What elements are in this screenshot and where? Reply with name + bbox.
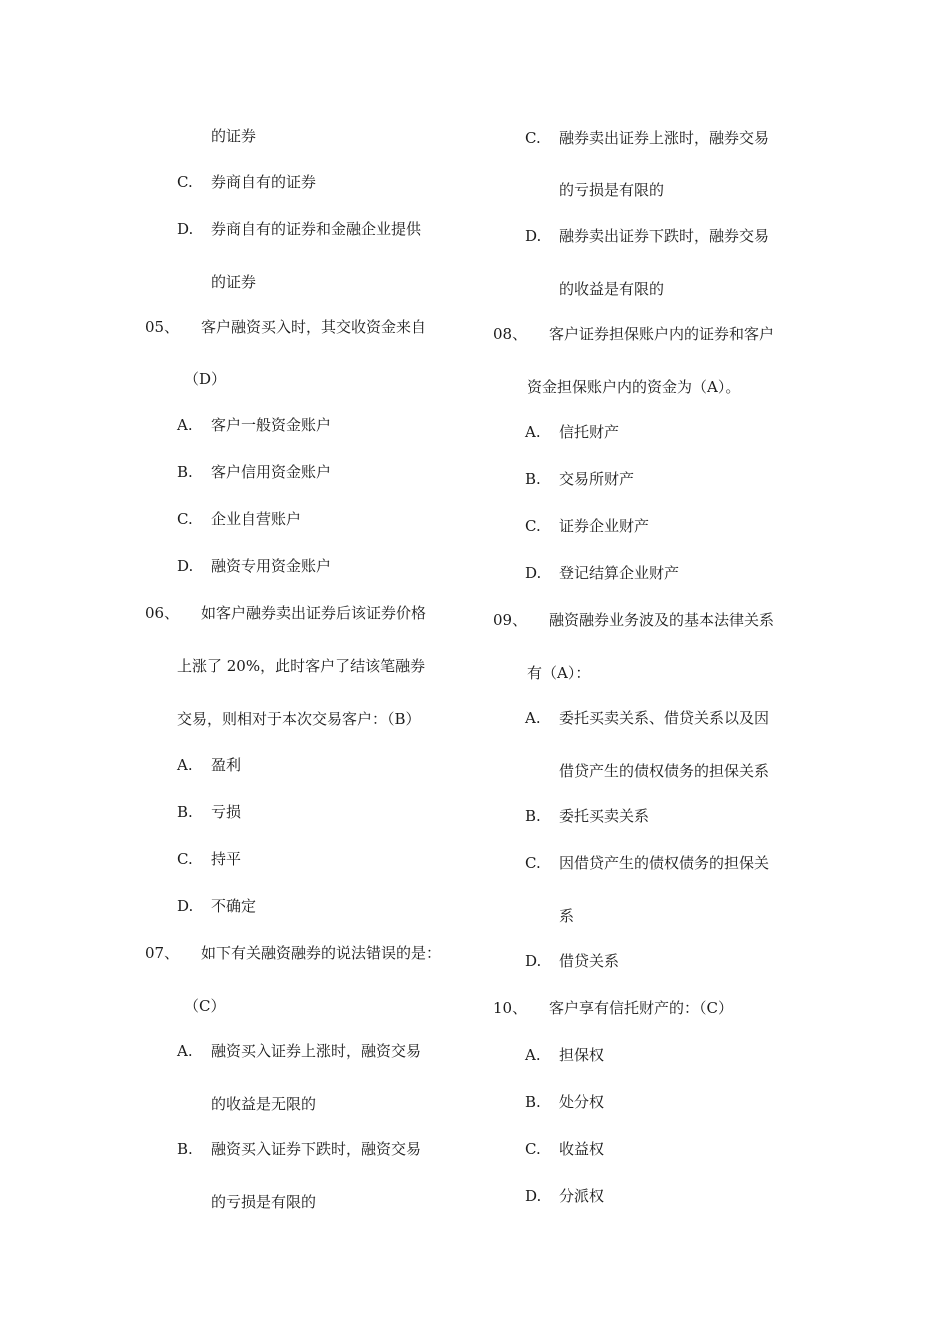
option-text: 企业自营账户	[211, 510, 302, 528]
option-text: 不确定	[211, 897, 257, 915]
question-number: 05、	[145, 318, 180, 336]
option-letter: A.	[525, 1046, 541, 1064]
q04-option-text: 券商自有的证券	[211, 173, 317, 191]
option-text: 融券卖出证券上涨时，融券交易	[559, 129, 770, 147]
option-text: 亏损	[211, 803, 242, 821]
option-text: 系	[559, 907, 575, 925]
option-letter: D.	[525, 1187, 542, 1205]
option-letter: C.	[525, 854, 541, 872]
option-letter: B.	[177, 1140, 193, 1158]
option-letter: A.	[525, 423, 541, 441]
question-answer: （D）	[184, 370, 227, 388]
question-text: 融资融券业务波及的基本法律关系	[549, 611, 775, 629]
option-letter: C.	[177, 850, 193, 868]
q04-option-letter: C.	[177, 173, 193, 191]
option-letter: C.	[525, 1140, 541, 1158]
q04-option-text: 的证券	[211, 273, 257, 291]
option-letter: C.	[525, 129, 541, 147]
option-letter: A.	[177, 416, 193, 434]
option-letter: B.	[177, 463, 193, 481]
option-letter: B.	[525, 807, 541, 825]
option-text: 借贷关系	[559, 952, 620, 970]
question-text: 有（A）：	[527, 664, 591, 682]
question-answer: （C）	[184, 997, 226, 1015]
q04-option-letter: D.	[177, 220, 194, 238]
question-text: 客户享有信托财产的：（C）	[549, 999, 733, 1017]
option-text: 融资专用资金账户	[211, 557, 332, 575]
q04-option-text: 券商自有的证券和金融企业提供	[211, 220, 422, 238]
option-letter: C.	[177, 510, 193, 528]
question-text: 客户证券担保账户内的证券和客户	[549, 325, 775, 343]
question-text: 资金担保账户内的资金为（A）。	[527, 378, 741, 396]
option-text: 借贷产生的债权债务的担保关系	[559, 762, 770, 780]
option-text: 证券企业财产	[559, 517, 650, 535]
option-text: 的收益是有限的	[559, 280, 665, 298]
option-text: 处分权	[559, 1093, 605, 1111]
option-text: 收益权	[559, 1140, 605, 1158]
question-text: 如下有关融资融券的说法错误的是：	[201, 944, 442, 962]
question-number: 08、	[493, 325, 528, 343]
option-text: 担保权	[559, 1046, 605, 1064]
option-text: 客户信用资金账户	[211, 463, 332, 481]
option-text: 交易所财产	[559, 470, 635, 488]
option-letter: D.	[525, 564, 542, 582]
option-text: 融券卖出证券下跌时，融券交易	[559, 227, 770, 245]
question-text: 上涨了 20%，此时客户了结该笔融券	[177, 657, 426, 675]
option-letter: D.	[525, 952, 542, 970]
option-letter: A.	[525, 709, 541, 727]
option-letter: A.	[177, 756, 193, 774]
option-text: 的亏损是有限的	[211, 1193, 317, 1211]
option-letter: B.	[525, 1093, 541, 1111]
question-text: 交易，则相对于本次交易客户：（B）	[177, 710, 421, 728]
question-number: 10、	[493, 999, 528, 1017]
option-letter: C.	[525, 517, 541, 535]
option-text: 因借贷产生的债权债务的担保关	[559, 854, 770, 872]
option-text: 融资买入证券上涨时，融资交易	[211, 1042, 422, 1060]
option-letter: D.	[177, 557, 194, 575]
q04-text-line: 的证券	[211, 127, 257, 145]
option-text: 委托买卖关系	[559, 807, 650, 825]
option-text: 客户一般资金账户	[211, 416, 332, 434]
option-text: 持平	[211, 850, 242, 868]
option-text: 的亏损是有限的	[559, 181, 665, 199]
option-text: 信托财产	[559, 423, 620, 441]
option-text: 融资买入证券下跌时，融资交易	[211, 1140, 422, 1158]
option-letter: D.	[525, 227, 542, 245]
option-text: 委托买卖关系、借贷关系以及因	[559, 709, 770, 727]
option-text: 的收益是无限的	[211, 1095, 317, 1113]
option-text: 登记结算企业财产	[559, 564, 680, 582]
option-letter: B.	[525, 470, 541, 488]
option-letter: D.	[177, 897, 194, 915]
option-letter: A.	[177, 1042, 193, 1060]
question-number: 06、	[145, 604, 180, 622]
option-text: 分派权	[559, 1187, 605, 1205]
option-text: 盈利	[211, 756, 242, 774]
question-number: 09、	[493, 611, 528, 629]
question-number: 07、	[145, 944, 180, 962]
option-letter: B.	[177, 803, 193, 821]
question-text: 如客户融券卖出证券后该证券价格	[201, 604, 427, 622]
question-text: 客户融资买入时，其交收资金来自	[201, 318, 427, 336]
